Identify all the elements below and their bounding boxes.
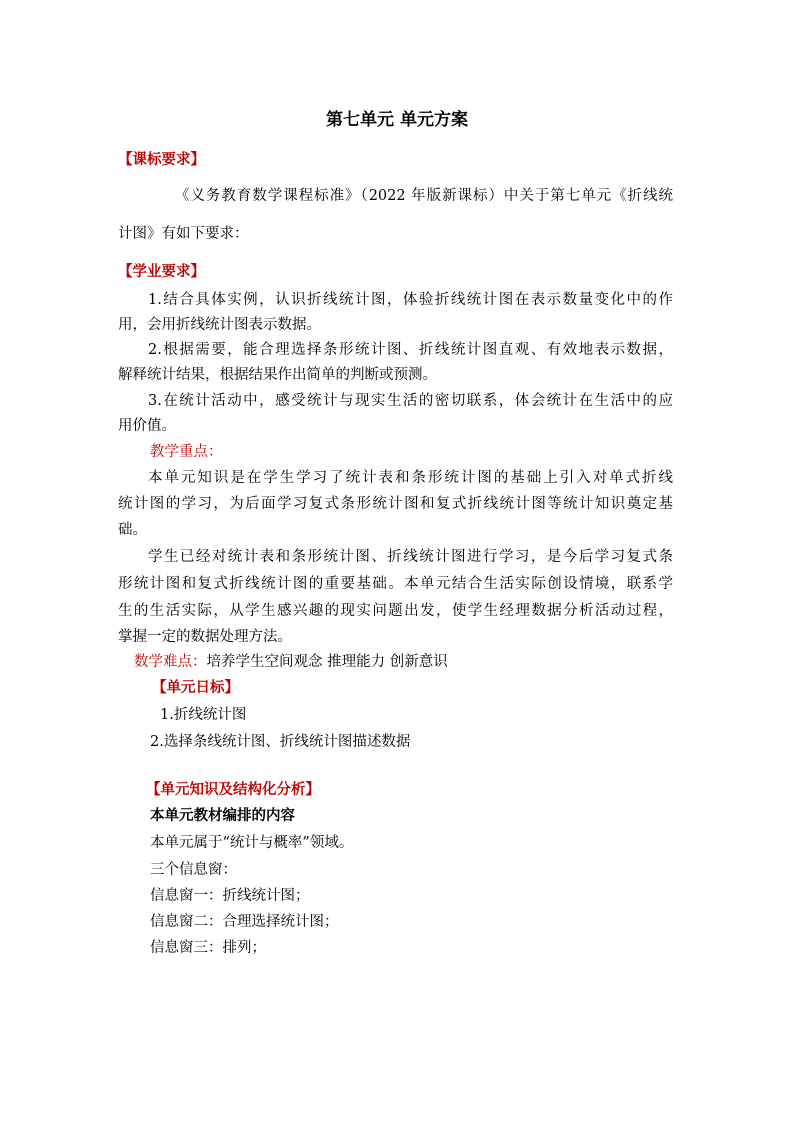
focus-paragraph-2-line-1: 学生已经对统计表和条形统计图、折线统计图进行学习，是今后学习复式条: [148, 549, 673, 565]
page-title: 第七单元 单元方案: [326, 110, 468, 130]
focus-paragraph-1-line-2: 统计图的学习，为后面学习复式条形统计图和复式折线统计图等统计知识奠定基: [118, 496, 673, 512]
section-heading-structure-analysis: 【单元知识及结构化分析】: [146, 782, 320, 798]
curriculum-paragraph-line-1: 《义务教育数学课程标准》（2022 年版新课标）中关于第七单元《折线统: [175, 188, 673, 204]
structure-line-3: 信息窗一：折线统计图；: [150, 888, 310, 904]
academic-item-1-line-1: 1.结合具体实例，认识折线统计图，体验折线统计图在表示数量变化中的作: [148, 292, 673, 308]
unit-goal-item-1: 1.折线统计图: [160, 707, 247, 723]
focus-paragraph-1-line-3: 础。: [118, 522, 147, 538]
academic-item-2-line-1: 2.根据需要，能合理选择条形统计图、折线统计图直观、有效地表示数据，: [148, 342, 673, 358]
academic-item-2-line-2: 解释统计结果，根据结果作出简单的判断或预测。: [118, 367, 437, 383]
difficulty-label: 数学难点：: [134, 654, 207, 670]
section-heading-unit-goals: 【单元日标】: [152, 680, 239, 696]
structure-line-5: 信息窗三：排列；: [150, 940, 266, 956]
difficulty-line: [134, 652, 448, 672]
curriculum-paragraph-line-2: 计图》有如下要求：: [118, 226, 249, 242]
focus-paragraph-2-line-2: 形统计图和复式折线统计图的重要基础。本单元结合生活实际创设情境，联系学: [118, 576, 673, 592]
academic-item-1-line-2: 用，会用折线统计图表示数据。: [118, 317, 321, 333]
section-heading-curriculum: 【课标要求】: [118, 152, 205, 168]
focus-paragraph-2-line-3: 生的生活实际，从学生感兴趣的现实问题出发，使学生经理数据分析活动过程，: [118, 603, 673, 619]
teaching-focus-heading: 教学重点：: [150, 444, 223, 460]
academic-item-3-line-1: 3.在统计活动中，感受统计与现实生活的密切联系，体会统计在生活中的应: [148, 393, 673, 409]
difficulty-text: 培养学生空间观念 推理能力 创新意识: [206, 654, 448, 670]
section-heading-academic: 【学业要求】: [118, 264, 205, 280]
structure-line-1: 本单元属于“统计与概率”领域。: [150, 835, 354, 851]
unit-goal-item-2: 2.选择条线统计图、折线统计图描述数据: [150, 734, 411, 750]
focus-paragraph-1-line-1: 本单元知识是在学生学习了统计表和条形统计图的基础上引入对单式折线: [148, 470, 673, 486]
focus-paragraph-2-line-4: 掌握一定的数据处理方法。: [118, 629, 292, 645]
academic-item-3-line-2: 用价值。: [118, 418, 176, 434]
structure-subheading: 本单元教材编排的内容: [150, 808, 295, 824]
structure-line-4: 信息窗二：合理选择统计图；: [150, 914, 339, 930]
structure-line-2: 三个信息窗：: [150, 862, 237, 878]
